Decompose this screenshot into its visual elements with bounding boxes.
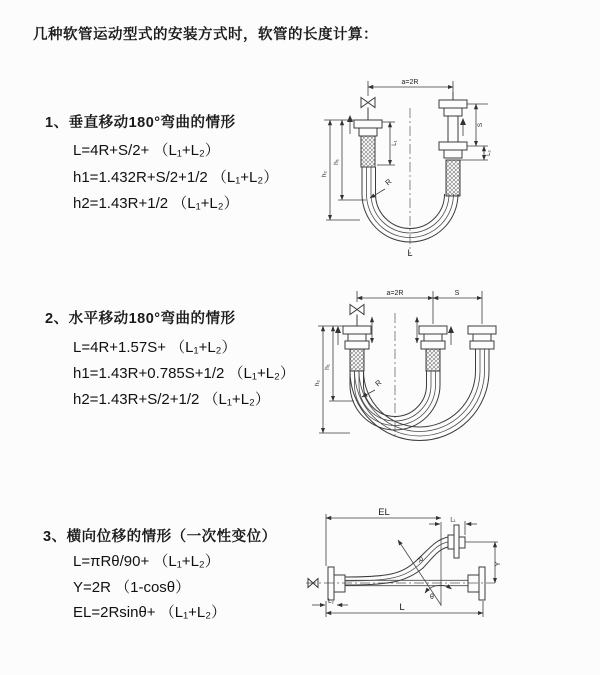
braid-section [446,160,460,196]
braid-section [361,136,375,167]
dim-a2r-and-s [357,290,482,324]
dim-l1-upper [429,518,477,536]
section-2-formula-h1: h1=1.43R+0.785S+1/2 （L₁+L₂） [73,365,295,382]
flow-arrow-middle [448,326,454,345]
dim-label-el: EL [378,507,390,518]
right-pipe-fitting [468,326,496,349]
dim-label-h2: h₂ [314,379,321,387]
dim-label-s: S [477,122,484,128]
dim-label-a2r: a=2R [386,290,404,297]
section-1-formula-h1: h1=1.432R+S/2+1/2 （L₁+L₂） [73,169,279,186]
section-3-formula-y: Y=2R （1-cosθ） [73,579,191,596]
page-title: 几种软管运动型式的安装方式时，软管的长度计算： [33,27,378,43]
dim-label-s: S [454,290,460,297]
dim-label-l1: L₁ [392,140,398,146]
dim-h1-h2-left [314,326,354,433]
section-2-formula-h2: h2=1.43R+S/2+1/2 （L₁+L₂） [73,391,270,408]
section-2-heading: 2、水平移动180°弯曲的情形 [45,311,236,327]
small-fitting-dims [372,317,417,343]
angle-construction [398,522,452,606]
section-3-formula-el: EL=2Rsinθ+ （L₁+L₂） [73,604,227,621]
dim-label-h1: h₁ [324,364,331,370]
dim-a2r [368,79,453,98]
hose-s-curve [345,537,448,585]
dim-label-l2: L₂ [486,150,492,156]
dim-label-h2: h₂ [321,170,328,178]
upper-right-flange-fitting [448,525,465,558]
dim-label-l1: L₁ [450,517,456,524]
dim-label-l-bottom: L [407,248,413,258]
dim-label-l2: L₂ [328,599,334,605]
section-2-formula-l: L=4R+1.57S+ （L₁+L₂） [73,339,237,356]
left-pipe-fitting [343,326,371,371]
braid-section [426,349,440,371]
flow-arrow-left [347,115,353,134]
section-1-formula-h2: h2=1.43R+1/2 （L₁+L₂） [73,195,239,212]
hose-u-bend-position-2 [350,349,489,441]
dim-label-r: R [414,554,426,565]
valve-icon [350,305,364,327]
dim-label-theta: θ [430,594,434,601]
hose-straight-position [345,567,485,600]
radius-leader [370,177,394,198]
flow-arrow-left [335,326,341,345]
left-pipe-fitting [354,120,382,167]
section-1-heading: 1、垂直移动180°弯曲的情形 [45,115,236,131]
section-3-heading: 3、横向位移的情形（一次性变位） [43,529,277,545]
section-3-formula-l: L=πRθ/90+ （L₁+L₂） [73,553,220,570]
dim-label-r: R [383,176,394,188]
diagram-horizontal-180-bend [310,283,600,458]
dim-l2-lower-left [312,599,348,605]
dim-label-h1: h₁ [333,159,340,165]
braid-section [350,349,364,371]
flow-arrow-right [460,118,466,136]
diagram-vertical-180-bend [310,72,600,262]
valve-icon [361,98,375,121]
left-flange-fitting [328,567,345,600]
dim-label-y: Y [495,561,502,567]
dim-y [465,542,502,583]
dim-label-a2r: a=2R [401,79,419,86]
dim-label-l: L [399,602,405,613]
dim-l-bottom [326,601,483,617]
dim-label-r: R [373,377,384,389]
dim-s-right [460,104,492,160]
diagram-lateral-displacement [298,488,598,648]
middle-pipe-fitting [419,326,447,371]
section-1-formula-l: L=4R+S/2+ （L₁+L₂） [73,142,220,159]
right-pipe-fitting [439,92,467,196]
